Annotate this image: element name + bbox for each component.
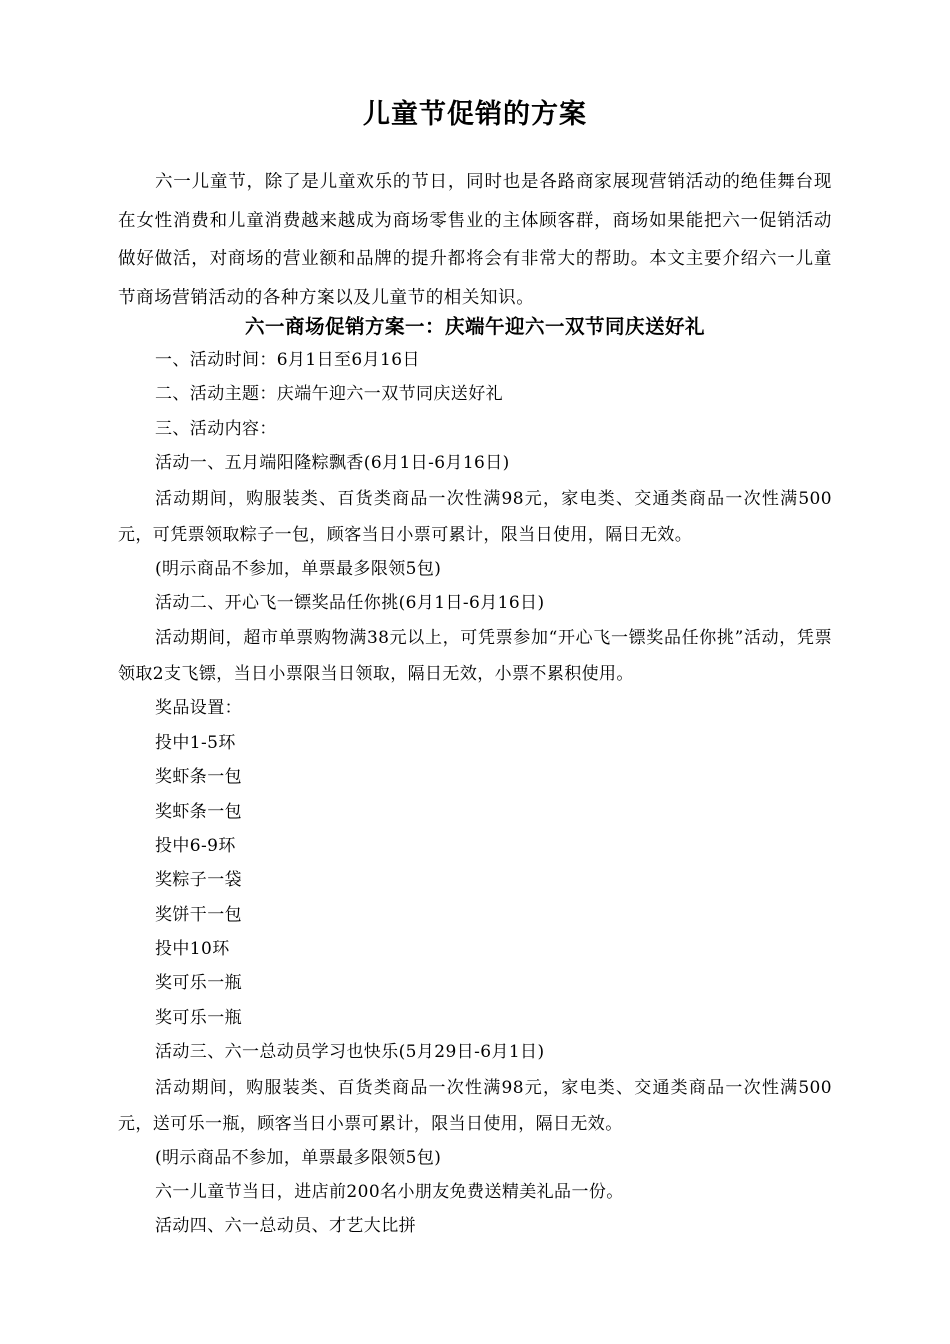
section-heading: 六一商场促销方案一：庆端午迎六一双节同庆送好礼 bbox=[244, 315, 705, 338]
prize-line: 奖虾条一包 bbox=[155, 801, 242, 822]
activity-one-description: 活动期间，购服装类、百货类商品一次性满98元，家电类、交通类商品一次性满500元，可凭票领取粽子一包，顾客当日小票可累计，限当日使用，隔日无效。 bbox=[118, 488, 832, 545]
activity-three-note: (明示商品不参加，单票最多限领5包) bbox=[155, 1147, 442, 1168]
activity-two-heading: 活动二、开心飞一镖奖品任你挑(6月1日-6月16日) bbox=[155, 592, 545, 613]
activity-theme-line: 二、活动主题：庆端午迎六一双节同庆送好礼 bbox=[155, 384, 503, 405]
activity-three-heading: 活动三、六一总动员学习也快乐(5月29日-6月1日) bbox=[155, 1042, 545, 1063]
prize-line: 奖虾条一包 bbox=[155, 767, 242, 788]
prize-line: 投中10环 bbox=[155, 939, 230, 960]
activity-content-label: 三、活动内容： bbox=[155, 418, 277, 439]
activity-one-note: (明示商品不参加，单票最多限领5包) bbox=[155, 558, 442, 579]
intro-paragraph: 六一儿童节，除了是儿童欢乐的节日，同时也是各路商家展现营销活动的绝佳舞台现在女性消费和儿童消费越来越成为商场零售业的主体顾客群，商场如果能把六一促销活动做好做活，对商场的营业额和品牌的提升都将会有非常大的帮助。本文主要介绍六一儿童节商场营销活动的各种方案以及儿童节的相关知识。 bbox=[118, 172, 832, 308]
document-title: 儿童节促销的方案 bbox=[363, 99, 587, 130]
prize-line: 奖饼干一包 bbox=[155, 904, 242, 925]
activity-three-description: 活动期间，购服装类、百货类商品一次性满98元，家电类、交通类商品一次性满500元，送可乐一瓶，顾客当日小票可累计，限当日使用，隔日无效。 bbox=[118, 1077, 832, 1134]
activity-four-heading: 活动四、六一总动员、才艺大比拼 bbox=[155, 1216, 416, 1237]
activity-time-line: 一、活动时间：6月1日至6月16日 bbox=[155, 350, 420, 370]
childrens-day-gift-line: 六一儿童节当日，进店前200名小朋友免费送精美礼品一份。 bbox=[155, 1182, 624, 1203]
prize-settings-label: 奖品设置： bbox=[155, 698, 242, 719]
activity-one-heading: 活动一、五月端阳隆粽飘香(6月1日-6月16日) bbox=[155, 453, 510, 474]
prize-line: 奖可乐一瓶 bbox=[155, 1007, 242, 1028]
prize-line: 奖可乐一瓶 bbox=[155, 973, 242, 994]
prize-line: 投中1-5环 bbox=[155, 732, 236, 753]
prize-line: 奖粽子一袋 bbox=[155, 870, 242, 891]
body-content bbox=[118, 343, 832, 1244]
prize-line: 投中6-9环 bbox=[155, 835, 236, 856]
activity-two-description: 活动期间，超市单票购物满38元以上，可凭票参加“开心飞一镖奖品任你挑”活动，凭票领取2支飞镖，当日小票限当日领取，隔日无效，小票不累积使用。 bbox=[118, 628, 832, 685]
